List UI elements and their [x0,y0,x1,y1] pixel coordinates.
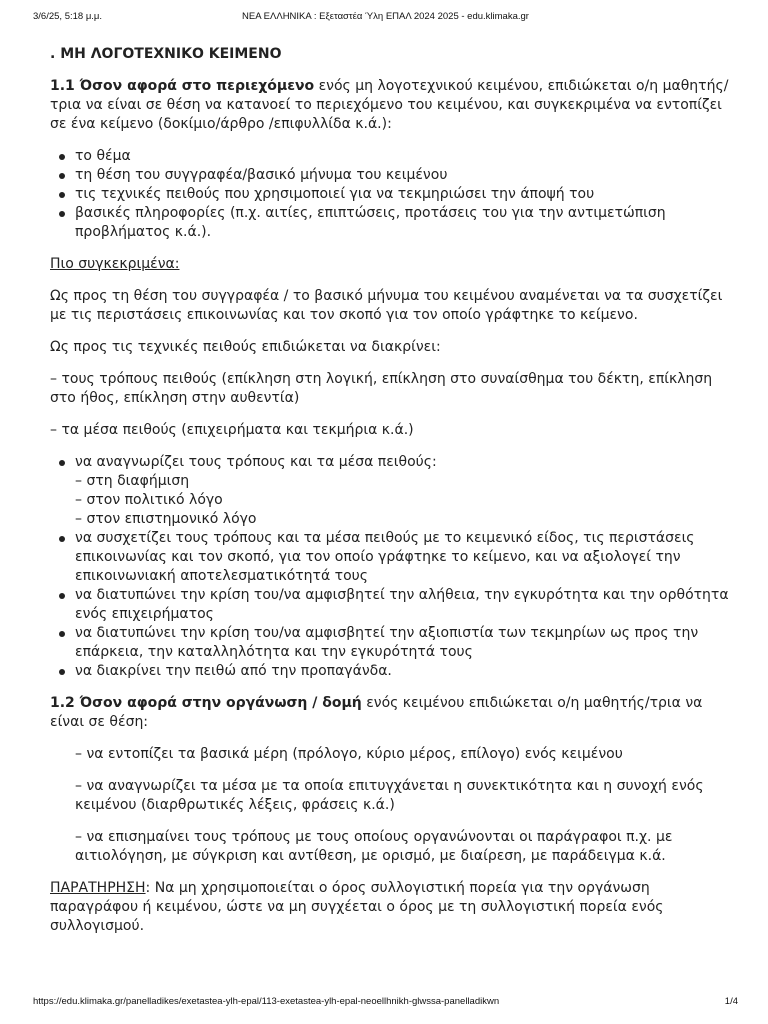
bullet-icon [59,173,65,179]
page-number: 1/4 [724,996,738,1007]
list-item [50,586,730,624]
structure-item-line: κειμένου (διαρθρωτικές λέξεις, φράσεις κ.ά.) [75,797,395,813]
structure-item-line: αιτιολόγηση, με σύγκριση και αντίθεση, με ορισμό, με διαίρεση, με παράδειγμα κ.ά. [75,848,666,864]
bullet-icon [59,211,65,217]
content-intro-line2: τρια να είναι σε θέση να κατανοεί το περιεχόμενο του κειμένου, και συγκεκριμένα να εντοπίζει [50,97,722,113]
list-item [50,529,730,586]
list-item-text: να αναγνωρίζει τους τρόπους και τα μέσα πειθούς: [75,454,437,470]
sub-item: – στον πολιτικό λόγο [75,492,223,508]
sub-item: – στη διαφήμιση [75,473,190,489]
list-item-text: επικοινωνίας και τον σκοπό, για τον οποίο γράφτηκε το κείμενο, και να αξιολογεί την [75,549,681,565]
structure-intro-line2: είναι σε θέση: [50,714,149,730]
bullet-icon [59,192,65,198]
section-title: . ΜΗ ΛΟΓΟΤΕΧΝΙΚΟ ΚΕΙΜΕΝΟ [50,46,282,62]
structure-item [50,828,730,866]
print-datetime: 3/6/25, 5:18 μ.μ. [33,11,103,22]
heading-content: 1.1 Όσον αφορά στο περιεχόμενο [50,78,315,94]
bullet-icon [59,154,65,160]
thesis-line1: Ως προς τη θέση του συγγραφέα / το βασικό μήνυμα του κειμένου αναμένεται να τα συσχετίζει [50,288,723,304]
list-item-text: προβλήματος κ.ά.). [75,224,212,240]
list-item [50,204,730,242]
paragraph-thesis [50,287,730,325]
note-line1: : Να μη χρησιμοποιείται ο όρος συλλογιστική πορεία για την οργάνωση [145,880,650,896]
list-item [50,166,730,185]
list-item-text: τις τεχνικές πειθούς που χρησιμοποιεί για να τεκμηριώσει την άποψή του [75,186,595,202]
paragraph-content-intro [50,77,730,134]
note-label: ΠΑΡΑΤΗΡΗΣΗ [50,880,146,896]
list-item-text: τη θέση του συγγραφέα/βασικό μήνυμα του κειμένου [75,167,448,183]
bullet-icon [59,631,65,637]
persuasion-bullet-list [50,453,730,681]
list-item-text: επάρκεια, την καταλληλότητα και την εγκυρότητά τους [75,644,473,660]
list-item-text: να διατυπώνει την κρίση του/να αμφισβητεί την αξιοπιστία των τεκμηρίων ως προς την [75,625,699,641]
list-item-text: το θέμα [75,148,131,164]
thesis-line2: με τις περιστάσεις επικοινωνίας και τον σκοπό για τον οποίο γράφτηκε το κείμενο. [50,307,638,323]
list-item-text: να διατυπώνει την κρίση του/να αμφισβητεί την αλήθεια, την εγκυρότητα και την ορθότητα [75,587,729,603]
list-item [50,453,730,529]
note-line2: παραγράφου ή κειμένου, ώστε να μη συγχέεται ο όρος με τη συλλογιστική πορεία ενός [50,899,664,915]
print-url: https://edu.klimaka.gr/panelladikes/exetastea-ylh-epal/113-exetastea-ylh-epal-neoellhnikh-glwssa-panelladikwn [33,996,500,1007]
bullet-icon [59,669,65,675]
specifically-label [50,255,730,274]
paragraph-modes [50,370,730,408]
sub-item: – στον επιστημονικό λόγο [75,511,257,527]
heading-structure: 1.2 Όσον αφορά στην οργάνωση / δομή [50,695,362,711]
list-item-text: επικοινωνιακή αποτελεσματικότητά τους [75,568,368,584]
structure-item-line: – να επισημαίνει τους τρόπους με τους οποίους οργανώνονται οι παράγραφοι π.χ. με [75,829,673,845]
bullet-icon [59,536,65,542]
structure-item: – να εντοπίζει τα βασικά μέρη (πρόλογο, κύριο μέρος, επίλογο) ενός κειμένου [75,746,623,762]
bullet-icon [59,593,65,599]
print-header [33,11,738,25]
list-item-text: βασικές πληροφορίες (π.χ. αιτίες, επιπτώσεις, προτάσεις του για την αντιμετώπιση [75,205,666,221]
list-item-text: να συσχετίζει τους τρόπους και τα μέσα πειθούς με το κειμενικό είδος, τις περιστάσεις [75,530,695,546]
content-intro-line1: ενός μη λογοτεχνικού κειμένου, επιδιώκεται ο/η μαθητής/ [318,78,729,94]
note-line3: συλλογισμού. [50,918,145,934]
list-item-text: ενός επιχειρήματος [75,606,214,622]
specifically-text: Πιο συγκεκριμένα: [50,256,180,272]
list-item [50,147,730,166]
bullet-icon [59,460,65,466]
print-footer [33,996,738,1010]
structure-item [50,777,730,815]
list-item [50,624,730,662]
structure-item-line: – να αναγνωρίζει τα μέσα με τα οποία επιτυγχάνεται η συνεκτικότητα και η συνοχή ενός [75,778,704,794]
print-title: ΝΕΑ ΕΛΛΗΝΙΚΑ : Εξεταστέα Ύλη ΕΠΑΛ 2024 2025 - edu.klimaka.gr [242,11,529,22]
list-item [50,185,730,204]
paragraph-techniques: Ως προς τις τεχνικές πειθούς επιδιώκεται να διακρίνει: [50,339,441,355]
modes-line2: στο ήθος, επίκληση στην αυθεντία) [50,390,300,406]
content-intro-line3: σε ένα κείμενο (δοκίμιο/άρθρο /επιφυλλίδα κ.ά.): [50,116,392,132]
list-item [50,662,730,681]
note-paragraph [50,879,730,936]
modes-line1: – τους τρόπους πειθούς (επίκληση στη λογική, επίκληση στο συναίσθημα του δέκτη, επίκληση [50,371,713,387]
paragraph-means: – τα μέσα πειθούς (επιχειρήματα και τεκμήρια κ.ά.) [50,422,414,438]
document-body [50,45,730,949]
list-item-text: να διακρίνει την πειθώ από την προπαγάνδα. [75,663,392,679]
structure-intro-line1: ενός κειμένου επιδιώκεται ο/η μαθητής/τρια να [366,695,703,711]
paragraph-structure-intro [50,694,730,732]
content-bullet-list [50,147,730,242]
